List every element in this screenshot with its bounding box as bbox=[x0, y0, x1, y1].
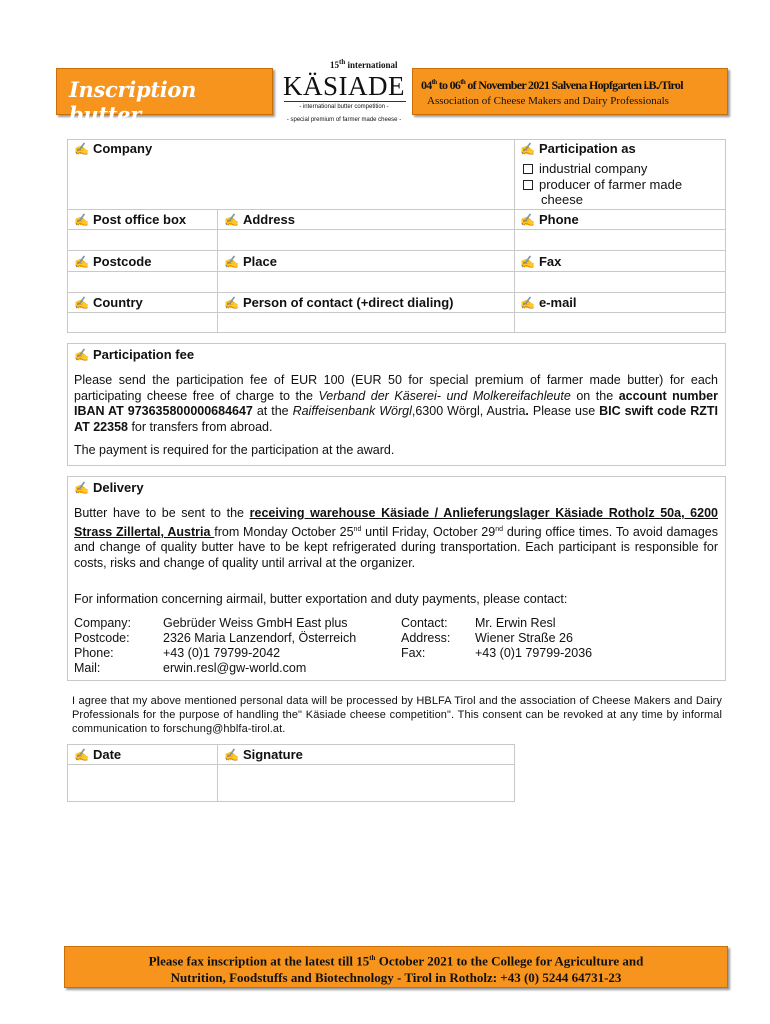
signature-label: ✍ Signature bbox=[224, 747, 303, 762]
email-label: ✍ e-mail bbox=[520, 295, 577, 310]
pen-icon: ✍ bbox=[224, 255, 239, 269]
contact-values-left: Gebrüder Weiss GmbH East plus 2326 Maria Lanzendorf, Österreich +43 (0)1 79799-2042 erwin.resl@gw-world.com bbox=[163, 616, 357, 675]
email-input[interactable] bbox=[514, 312, 726, 333]
association-name: Association of Cheese Makers and Dairy Professionals bbox=[427, 95, 669, 107]
checkbox-icon[interactable] bbox=[523, 180, 533, 190]
brand-divider bbox=[284, 101, 406, 102]
pen-icon: ✍ bbox=[74, 142, 89, 156]
fee-requirement: The payment is required for the participation at the award. bbox=[74, 443, 395, 457]
brand-subtitle: - international butter competition - bbox=[299, 104, 389, 110]
delivery-contact-intro: For information concerning airmail, butter exportation and duty payments, please contact: bbox=[74, 592, 568, 606]
person-of-contact-input[interactable] bbox=[217, 312, 515, 333]
pen-icon: ✍ bbox=[520, 213, 535, 227]
contact-values-right: Mr. Erwin Resl Wiener Straße 26 +43 (0)1 79799-2036 bbox=[475, 616, 593, 660]
footer-text: Please fax inscription at the latest till 15th October 2021 to the College for Agriculture and Nutrition, Foodstuffs and Biotechnology - Tirol in Rotholz: +43 (0) 5244 64731-23 bbox=[148, 953, 644, 986]
consent-text: I agree that my above mentioned personal data will be processed by HBLFA Tirol and the association of Cheese Makers and Dairy Professionals for the purpose of handling the" Käsiade cheese competition". This consent can be revoked at any time by informal communication to forschung@hblfa-tirol.at. bbox=[72, 695, 722, 735]
contact-email-link[interactable]: erwin.resl@gw-world.com bbox=[163, 661, 307, 675]
contact-labels-left: Company: Postcode: Phone: Mail: bbox=[74, 616, 131, 675]
participation-fee-heading: ✍ Participation fee bbox=[74, 347, 195, 362]
address-input[interactable] bbox=[217, 229, 515, 251]
phone-input[interactable] bbox=[514, 229, 726, 251]
title-banner bbox=[56, 68, 273, 127]
brand-subtitle-2: - special premium of farmer made cheese - bbox=[286, 117, 402, 123]
phone-label: ✍ Phone bbox=[520, 212, 579, 227]
fax-input[interactable] bbox=[514, 271, 726, 293]
participation-label: ✍ Participation as bbox=[520, 141, 636, 156]
pen-icon: ✍ bbox=[74, 481, 89, 495]
postcode-input[interactable] bbox=[67, 271, 218, 293]
post-office-box-input[interactable] bbox=[67, 229, 218, 251]
post-office-box-label: ✍ Post office box bbox=[74, 212, 187, 227]
option-farmer[interactable]: producer of farmer made bbox=[523, 177, 682, 192]
event-dates: 04th to 06th of November 2021 Salvena Hopfgarten i.B./Tirol bbox=[421, 78, 683, 92]
fax-label: ✍ Fax bbox=[520, 254, 562, 269]
page-title: Inscription butter bbox=[69, 77, 197, 127]
pen-icon: ✍ bbox=[224, 748, 239, 762]
contact-labels-right: Contact: Address: Fax: bbox=[401, 616, 451, 660]
fee-paragraph: Please send the participation fee of EUR 100 (EUR 50 for special premium of farmer made butter) for each participating cheese free of charge to the Verband der Käserei- und Molkereifachleute on the account number IBAN AT 973635800000684647 at the Raiffeisenbank Wörgl,6300 Wörgl, Austria. Please use BIC swift code RZTI AT 22358 for transfers from abroad. bbox=[74, 373, 718, 434]
person-of-contact-label: ✍ Person of contact (+direct dialing) bbox=[224, 295, 454, 310]
footer-banner bbox=[64, 946, 728, 988]
company-label: ✍ Company bbox=[74, 141, 153, 156]
postcode-label: ✍ Postcode bbox=[74, 254, 152, 269]
checkbox-icon[interactable] bbox=[523, 164, 533, 174]
event-banner bbox=[412, 68, 728, 115]
place-input[interactable] bbox=[217, 271, 515, 293]
pen-icon: ✍ bbox=[520, 142, 535, 156]
delivery-paragraph: Butter have to be sent to the receiving warehouse Käsiade / Anlieferungslager Käsiade Rotholz 50a, 6200 Strass Zillertal, Austria from Monday October 25nd until Friday, October 29nd during office times. To avoid damages and change of quality butter have to be kept refrigerated during transportation. Each participant is responsible for costs, risks and change of quality until arrival at the organizer. bbox=[74, 506, 718, 570]
date-label: ✍ Date bbox=[74, 747, 122, 762]
place-label: ✍ Place bbox=[224, 254, 277, 269]
pen-icon: ✍ bbox=[74, 255, 89, 269]
pen-icon: ✍ bbox=[520, 296, 535, 310]
edition-label: 15th international bbox=[330, 58, 398, 70]
pen-icon: ✍ bbox=[74, 213, 89, 227]
pen-icon: ✍ bbox=[224, 213, 239, 227]
option-industrial[interactable]: industrial company bbox=[523, 161, 647, 176]
pen-icon: ✍ bbox=[74, 748, 89, 762]
pen-icon: ✍ bbox=[74, 296, 89, 310]
pen-icon: ✍ bbox=[74, 348, 89, 362]
delivery-heading: ✍ Delivery bbox=[74, 480, 144, 495]
country-label: ✍ Country bbox=[74, 295, 143, 310]
signature-input[interactable] bbox=[217, 764, 515, 802]
option-farmer-cont: cheese bbox=[541, 192, 583, 207]
date-input[interactable] bbox=[67, 764, 218, 802]
pen-icon: ✍ bbox=[520, 255, 535, 269]
country-input[interactable] bbox=[67, 312, 218, 333]
address-label: ✍ Address bbox=[224, 212, 295, 227]
brand-logo: KÄSIADE bbox=[283, 71, 405, 101]
pen-icon: ✍ bbox=[224, 296, 239, 310]
